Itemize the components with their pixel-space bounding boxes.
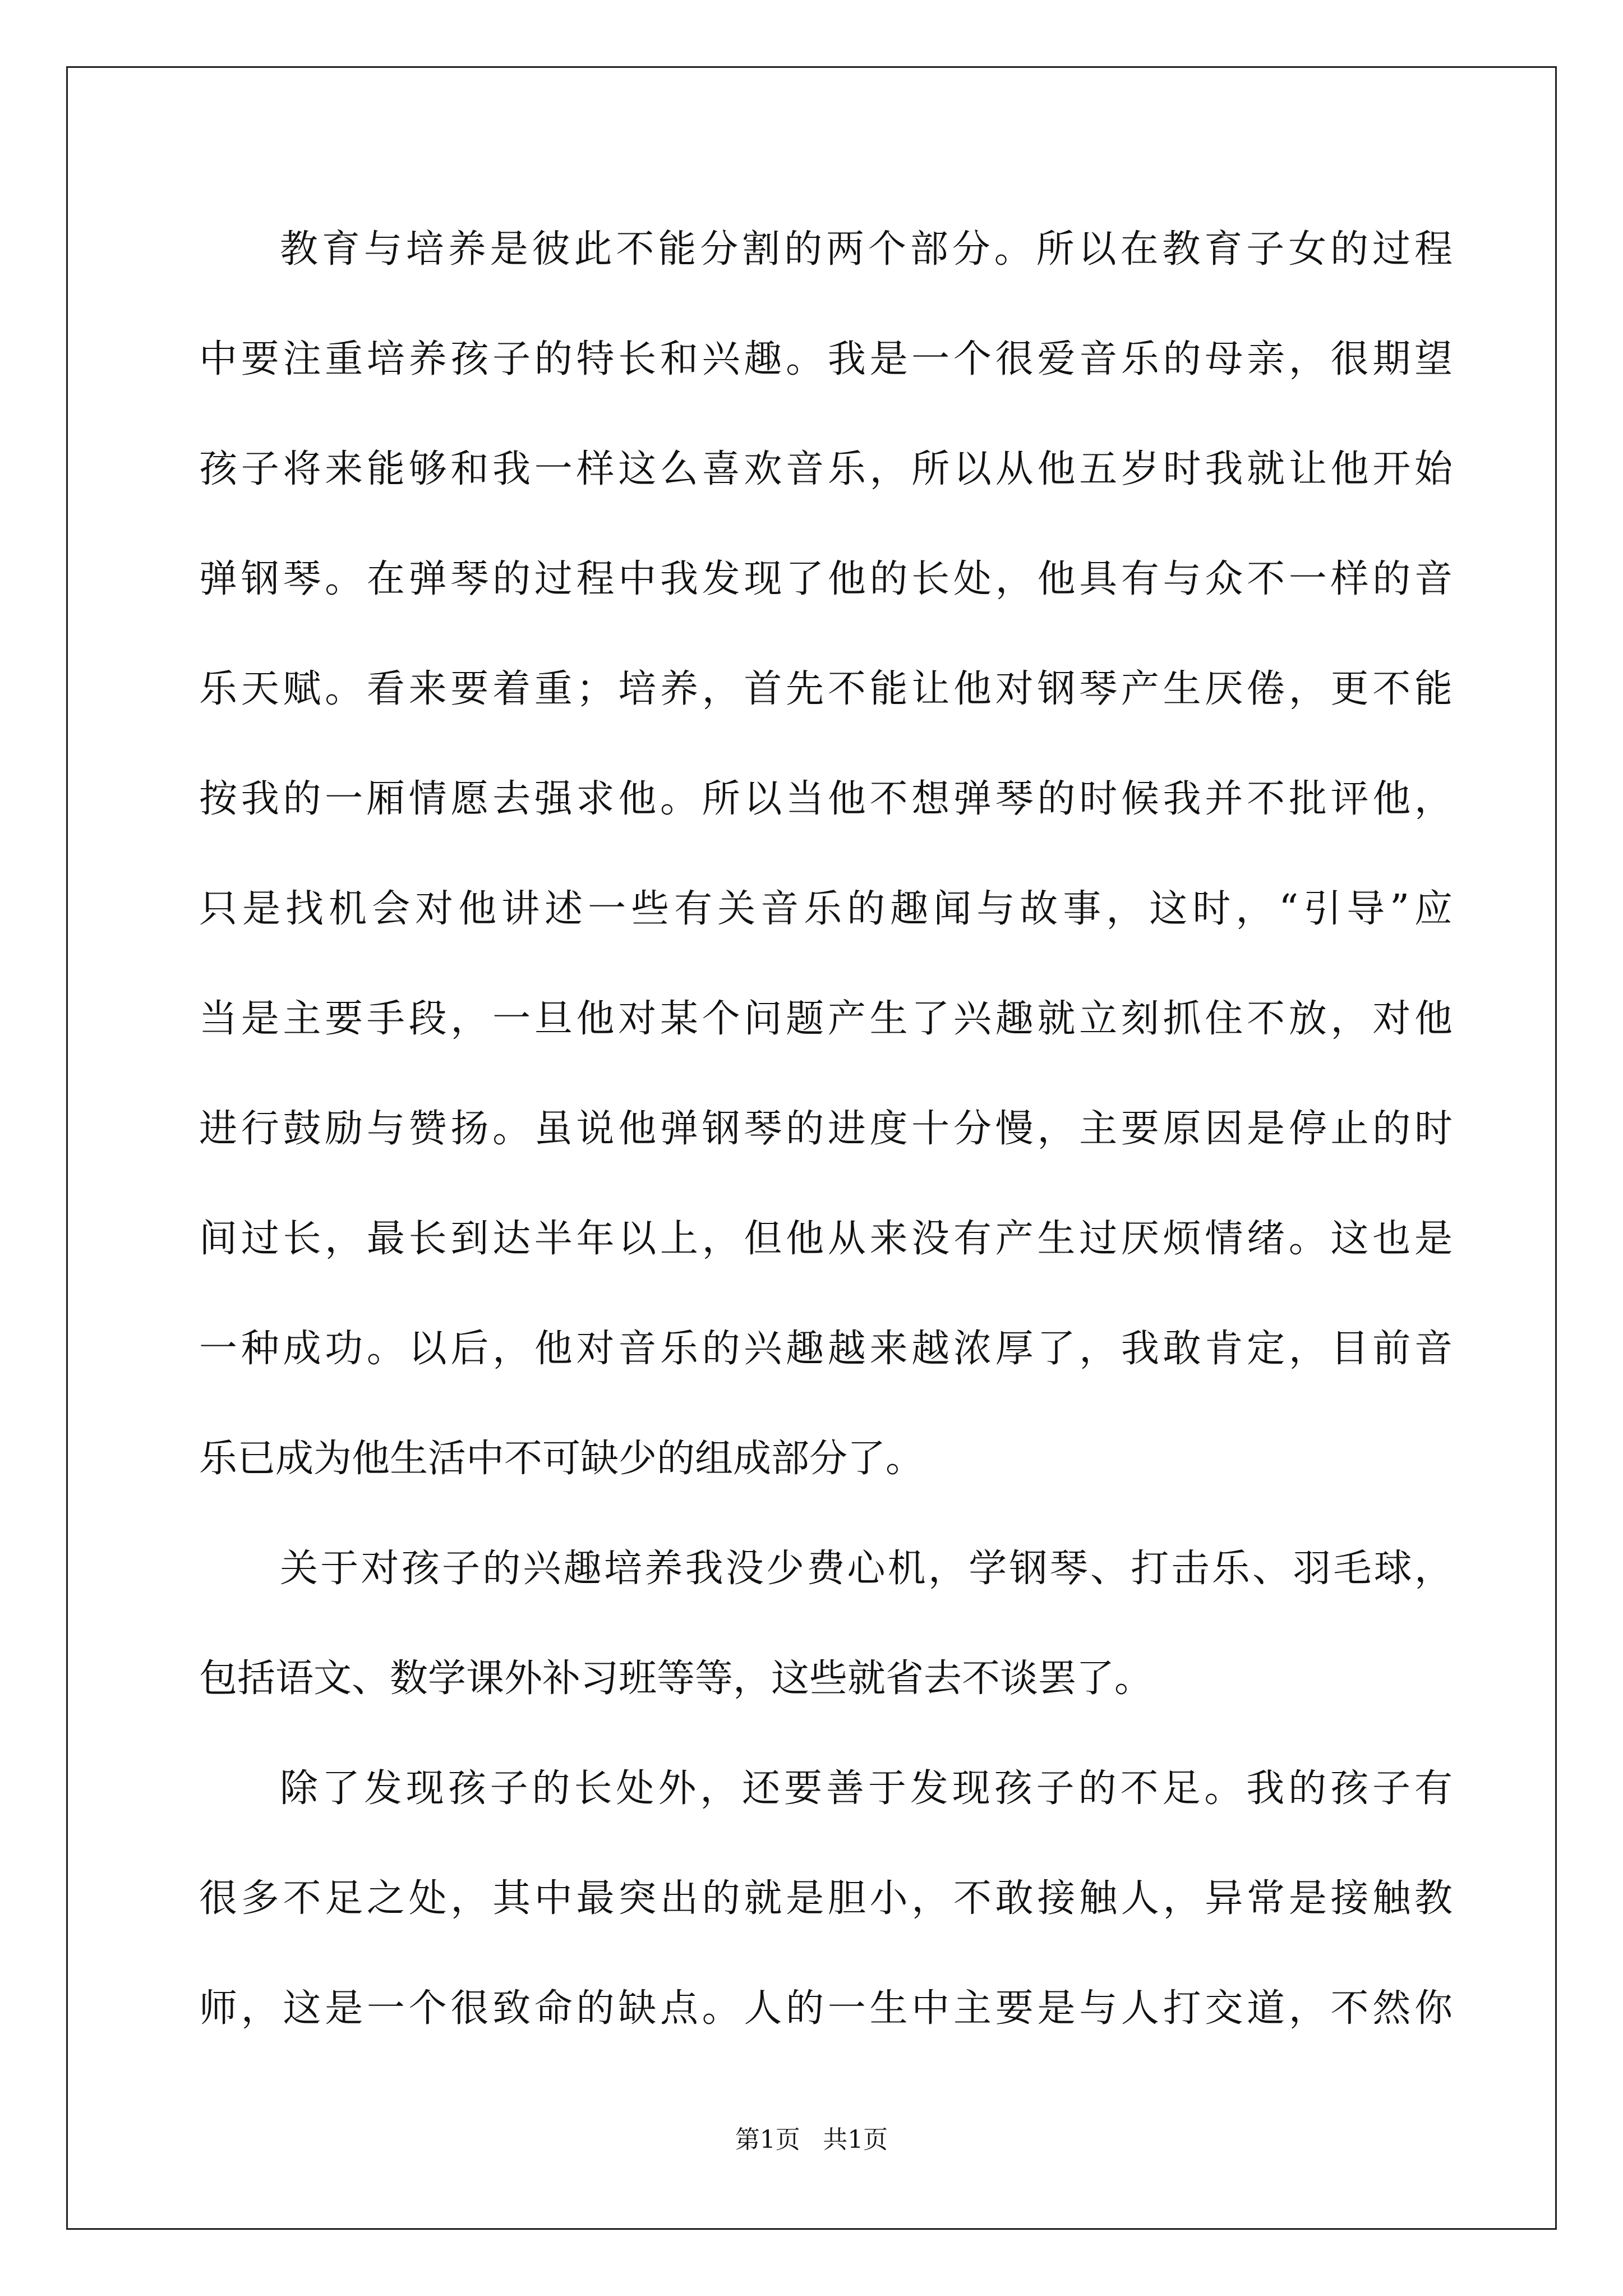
paragraph-line: 间过长，最长到达半年以上，但他从来没有产生过厌烦情绪。这也是 <box>199 1217 1453 1261</box>
paragraph-line: 关于对孩子的兴趣培养我没少费心机，学钢琴、打击乐、羽毛球， <box>280 1547 1453 1591</box>
paragraph-line: 师，这是一个很致命的缺点。人的一生中主要是与人打交道，不然你 <box>199 1986 1453 2031</box>
paragraph-line: 包括语文、数学课外补习班等等，这些就省去不谈罢了。 <box>199 1657 1153 1701</box>
paragraph-line: 很多不足之处，其中最突出的就是胆小，不敢接触人，异常是接触教 <box>199 1876 1453 1921</box>
page-number: 第1页 共1页 <box>735 2125 888 2154</box>
paragraph-line: 教育与培养是彼此不能分割的两个部分。所以在教育子女的过程 <box>280 227 1453 272</box>
paragraph-line: 弹钢琴。在弹琴的过程中我发现了他的长处，他具有与众不一样的音 <box>199 557 1453 601</box>
paragraph-line: 乐已成为他生活中不可缺少的组成部分了。 <box>199 1437 924 1481</box>
document-body <box>199 224 1453 2093</box>
paragraph-line: 孩子将来能够和我一样这么喜欢音乐，所以从他五岁时我就让他开始 <box>199 447 1453 491</box>
paragraph-line: 按我的一厢情愿去强求他。所以当他不想弹琴的时候我并不批评他， <box>199 777 1453 821</box>
paragraph-line: 一种成功。以后，他对音乐的兴趣越来越浓厚了，我敢肯定，目前音 <box>199 1327 1453 1371</box>
paragraph-line: 只是找机会对他讲述一些有关音乐的趣闻与故事，这时，“引导”应 <box>199 887 1453 931</box>
paragraph-line: 进行鼓励与赞扬。虽说他弹钢琴的进度十分慢，主要原因是停止的时 <box>199 1107 1453 1151</box>
paragraph-line: 除了发现孩子的长处外，还要善于发现孩子的不足。我的孩子有 <box>280 1766 1453 1811</box>
paragraph-line: 乐天赋。看来要着重；培养，首先不能让他对钢琴产生厌倦，更不能 <box>199 667 1453 711</box>
paragraph-line: 当是主要手段，一旦他对某个问题产生了兴趣就立刻抓住不放，对他 <box>199 997 1453 1041</box>
paragraph-line: 中要注重培养孩子的特长和兴趣。我是一个很爱音乐的母亲，很期望 <box>199 337 1453 381</box>
